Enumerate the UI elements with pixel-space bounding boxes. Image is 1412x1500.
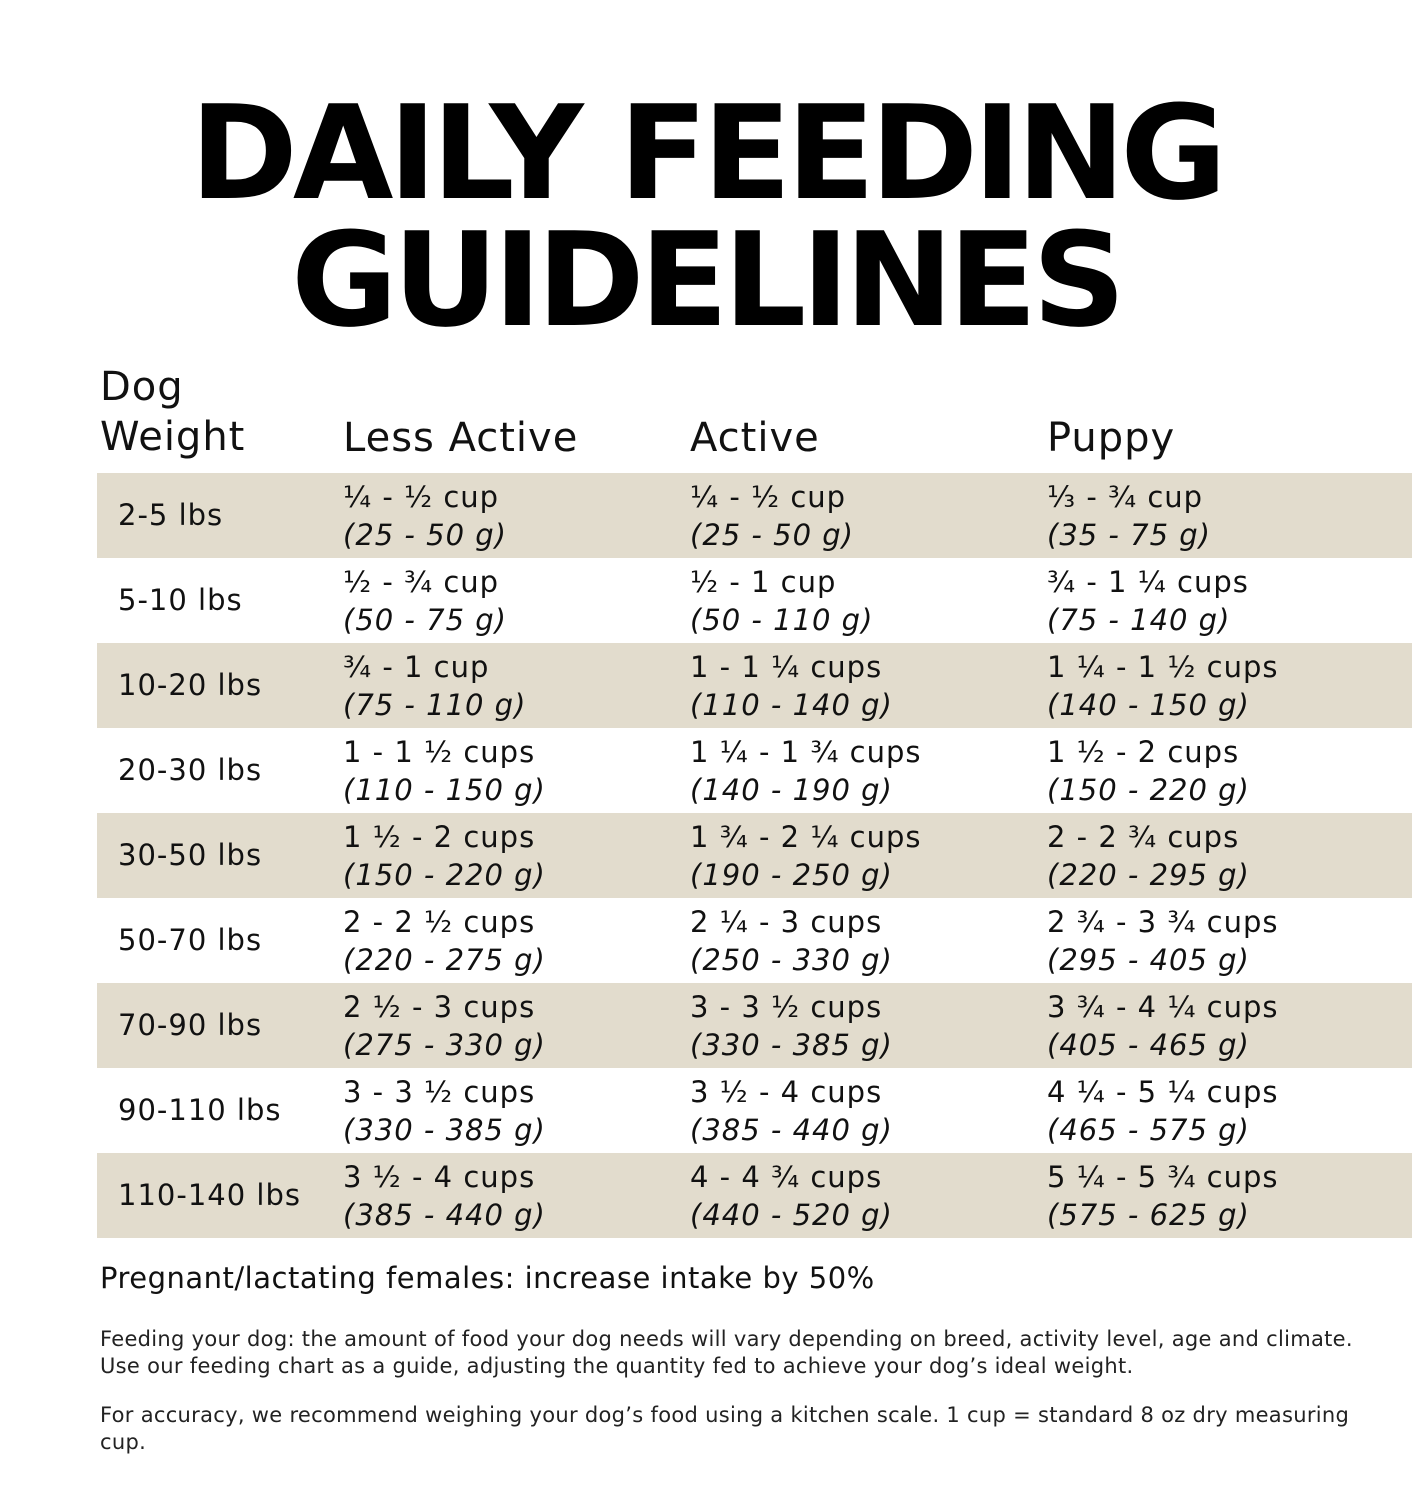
cups-value: 4 ¼ - 5 ¼ cups — [1047, 1075, 1279, 1109]
cups-value: 1 - 1 ¼ cups — [690, 650, 883, 684]
cups-value: ¾ - 1 ¼ cups — [1047, 565, 1249, 599]
grams-value: (140 - 190 g) — [690, 773, 893, 807]
pregnant-note: Pregnant/lactating females: increase intake by 50% — [100, 1261, 875, 1295]
accuracy-note: For accuracy, we recommend weighing your dog’s food using a kitchen scale. 1 cup = standard 8 oz dry measuring cup. — [100, 1403, 1350, 1454]
cups-value: 2 ¼ - 3 cups — [690, 905, 883, 939]
feeding-table — [97, 473, 1412, 1238]
table-row — [97, 983, 1412, 1068]
puppy-cell — [1047, 898, 1279, 978]
cups-value: ¾ - 1 cup — [343, 650, 490, 684]
weight-cell: 70-90 lbs — [118, 1008, 263, 1042]
weight-cell: 5-10 lbs — [118, 583, 243, 617]
grams-value: (275 - 330 g) — [343, 1028, 546, 1062]
cups-value: 1 ¾ - 2 ¼ cups — [690, 820, 922, 854]
table-row — [97, 813, 1412, 898]
active-cell — [690, 983, 893, 1063]
weight-cell: 10-20 lbs — [118, 668, 263, 702]
grams-value: (190 - 250 g) — [690, 858, 893, 892]
cups-value: ¼ - ½ cup — [690, 480, 847, 514]
feeding-note: Feeding your dog: the amount of food your dog needs will vary depending on breed, activity level, age and climate. Use our feeding chart as a guide, adjusting the quantity fed to achieve your dog’s ideal weight. — [100, 1327, 1353, 1378]
active-cell — [690, 1068, 893, 1148]
weight-cell: 110-140 lbs — [118, 1178, 301, 1212]
cups-value: 1 ¼ - 1 ¾ cups — [690, 735, 922, 769]
grams-value: (50 - 75 g) — [343, 603, 507, 637]
weight-cell: 30-50 lbs — [118, 838, 263, 872]
table-row — [97, 898, 1412, 983]
grams-value: (575 - 625 g) — [1047, 1198, 1250, 1232]
weight-cell: 20-30 lbs — [118, 753, 263, 787]
less-active-cell — [343, 728, 546, 808]
table-row — [97, 473, 1412, 558]
puppy-cell — [1047, 473, 1211, 553]
grams-value: (295 - 405 g) — [1047, 943, 1250, 977]
cups-value: 3 ¾ - 4 ¼ cups — [1047, 990, 1279, 1024]
puppy-cell — [1047, 558, 1249, 638]
cups-value: 1 ¼ - 1 ½ cups — [1047, 650, 1279, 684]
grams-value: (150 - 220 g) — [343, 858, 546, 892]
less-active-cell — [343, 898, 546, 978]
puppy-cell — [1047, 1153, 1279, 1233]
puppy-cell — [1047, 728, 1250, 808]
weight-cell: 90-110 lbs — [118, 1093, 282, 1127]
cups-value: ½ - ¾ cup — [343, 565, 500, 599]
grams-value: (250 - 330 g) — [690, 943, 893, 977]
header-less-active: Less Active — [343, 415, 579, 461]
cups-value: 5 ¼ - 5 ¾ cups — [1047, 1160, 1279, 1194]
puppy-cell — [1047, 643, 1279, 723]
grams-value: (405 - 465 g) — [1047, 1028, 1250, 1062]
grams-value: (110 - 150 g) — [343, 773, 546, 807]
grams-value: (150 - 220 g) — [1047, 773, 1250, 807]
table-row — [97, 1068, 1412, 1153]
cups-value: 2 - 2 ½ cups — [343, 905, 536, 939]
cups-value: 3 - 3 ½ cups — [690, 990, 883, 1024]
title-line-2: GUIDELINES — [291, 204, 1121, 356]
cups-value: 3 ½ - 4 cups — [343, 1160, 536, 1194]
header-active: Active — [690, 415, 820, 461]
weight-cell: 2-5 lbs — [118, 498, 224, 532]
grams-value: (465 - 575 g) — [1047, 1113, 1250, 1147]
active-cell — [690, 813, 922, 893]
less-active-cell — [343, 1153, 546, 1233]
grams-value: (25 - 50 g) — [343, 518, 507, 552]
grams-value: (75 - 110 g) — [343, 688, 527, 722]
active-cell — [690, 473, 854, 553]
title-line-1: DAILY FEEDING — [189, 77, 1223, 229]
cups-value: 1 - 1 ½ cups — [343, 735, 536, 769]
header-puppy: Puppy — [1047, 415, 1176, 461]
cups-value: ⅓ - ¾ cup — [1047, 480, 1204, 514]
grams-value: (110 - 140 g) — [690, 688, 893, 722]
cups-value: 4 - 4 ¾ cups — [690, 1160, 883, 1194]
cups-value: 3 ½ - 4 cups — [690, 1075, 883, 1109]
active-cell — [690, 898, 893, 978]
cups-value: 2 ¾ - 3 ¾ cups — [1047, 905, 1279, 939]
table-row — [97, 558, 1412, 643]
table-row — [97, 643, 1412, 728]
grams-value: (330 - 385 g) — [343, 1113, 546, 1147]
grams-value: (50 - 110 g) — [690, 603, 874, 637]
cups-value: 3 - 3 ½ cups — [343, 1075, 536, 1109]
grams-value: (385 - 440 g) — [343, 1198, 546, 1232]
less-active-cell — [343, 983, 546, 1063]
weight-cell: 50-70 lbs — [118, 923, 263, 957]
active-cell — [690, 558, 873, 638]
grams-value: (220 - 275 g) — [343, 943, 546, 977]
cups-value: 2 - 2 ¾ cups — [1047, 820, 1240, 854]
cups-value: ½ - 1 cup — [690, 565, 837, 599]
grams-value: (25 - 50 g) — [690, 518, 854, 552]
less-active-cell — [343, 643, 526, 723]
grams-value: (140 - 150 g) — [1047, 688, 1250, 722]
table-row — [97, 1153, 1412, 1238]
puppy-cell — [1047, 983, 1279, 1063]
active-cell — [690, 643, 893, 723]
less-active-cell — [343, 558, 507, 638]
less-active-cell — [343, 1068, 546, 1148]
puppy-cell — [1047, 1068, 1279, 1148]
active-cell — [690, 1153, 893, 1233]
grams-value: (440 - 520 g) — [690, 1198, 893, 1232]
grams-value: (75 - 140 g) — [1047, 603, 1231, 637]
cups-value: 1 ½ - 2 cups — [1047, 735, 1240, 769]
active-cell — [690, 728, 922, 808]
grams-value: (220 - 295 g) — [1047, 858, 1250, 892]
puppy-cell — [1047, 813, 1250, 893]
less-active-cell — [343, 473, 507, 553]
cups-value: 2 ½ - 3 cups — [343, 990, 536, 1024]
cups-value: ¼ - ½ cup — [343, 480, 500, 514]
table-row — [97, 728, 1412, 813]
grams-value: (330 - 385 g) — [690, 1028, 893, 1062]
less-active-cell — [343, 813, 546, 893]
grams-value: (385 - 440 g) — [690, 1113, 893, 1147]
header-dog-weight: Dog Weight — [100, 364, 246, 460]
cups-value: 1 ½ - 2 cups — [343, 820, 536, 854]
grams-value: (35 - 75 g) — [1047, 518, 1211, 552]
